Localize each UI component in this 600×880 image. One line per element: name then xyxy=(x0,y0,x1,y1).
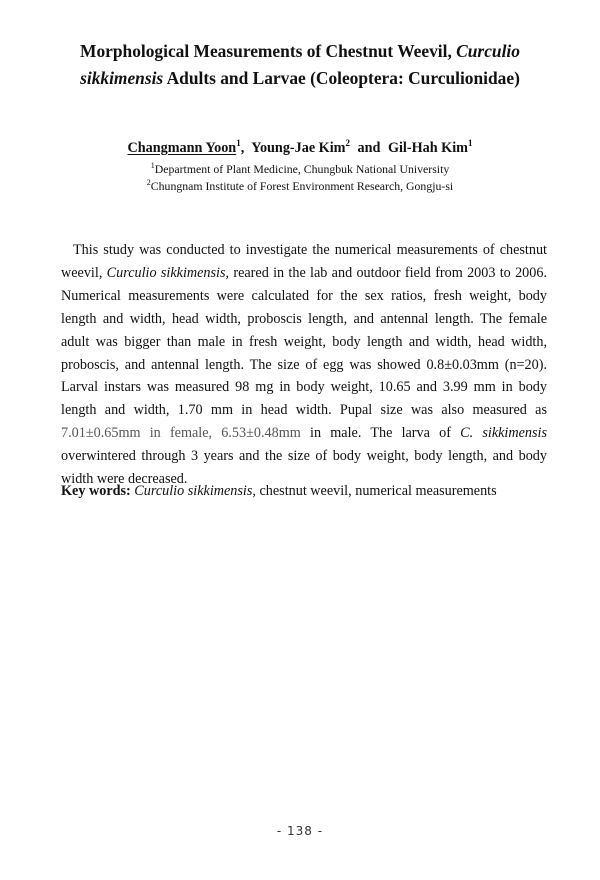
author-separator: , xyxy=(240,140,245,156)
author-name: Gil-Hah Kim xyxy=(387,140,468,156)
keywords-label: Key words: xyxy=(61,483,131,499)
abstract-text: overwintered through 3 years and the size of body weight, body length, and body width were decreased. xyxy=(61,448,547,488)
title-species-name: Curculio sikkimensis xyxy=(80,41,520,88)
affiliation-text: Chungnam Institute of Forest Environment Research, Gongju-si xyxy=(150,179,454,193)
author-affiliation-mark: 2 xyxy=(345,138,350,148)
abstract-text: This study was conducted to investigate the numerical measurements of chestnut weevil, xyxy=(61,242,547,281)
author-affiliation-mark: 1 xyxy=(467,138,473,148)
keywords-line xyxy=(61,480,547,502)
affiliation-line xyxy=(0,161,600,177)
affiliation-text: Department of Plant Medicine, Chungbuk National University xyxy=(154,162,450,176)
keywords-text: , chestnut weevil, numerical measurements xyxy=(252,483,497,499)
affiliation-mark: 2 xyxy=(146,178,151,187)
author-separator: and xyxy=(357,140,381,156)
title-text-part1: Morphological Measurements of Chestnut Weevil, xyxy=(80,41,457,61)
abstract-pupal-values: 7.01±0.65mm in female, 6.53±0.48mm xyxy=(61,425,301,442)
abstract-species-name: Curculio sikkimensis, xyxy=(106,264,230,281)
author-list xyxy=(0,138,600,158)
title-text-part2: Adults and Larvae (Coleoptera: Curculionidae) xyxy=(163,68,520,88)
abstract-text: reared in the lab and outdoor field from 2003 to 2006. Numerical measurements were calculated for the sex ratios, fresh weight, body length and width, head width, proboscis length, and antennal length. The female adult was bigger than male in fresh weight, body length and width, head width, proboscis, and antennal length. The size of egg was showed 0.8±0.03mm (n=20). Larval instars was measured 98 mg in body weight, 10.65 and 3.99 mm in body length and width, 1.70 mm in head width. Pupal size was also measured as xyxy=(61,264,547,419)
affiliation-mark: 1 xyxy=(150,161,155,170)
abstract-species-name: C. sikkimensis xyxy=(460,425,547,442)
paper-title xyxy=(70,38,530,92)
author-name: Changmann Yoon xyxy=(127,140,237,156)
author-affiliation-mark: 1 xyxy=(236,138,241,148)
abstract-paragraph xyxy=(61,239,547,491)
page-number: - 138 - xyxy=(276,824,324,838)
author-name: Young-Jae Kim xyxy=(251,140,346,156)
keywords-species-name: Curculio sikkimensis xyxy=(134,483,253,499)
affiliation-line xyxy=(0,178,600,194)
abstract-text: in male. The larva of xyxy=(300,425,461,442)
